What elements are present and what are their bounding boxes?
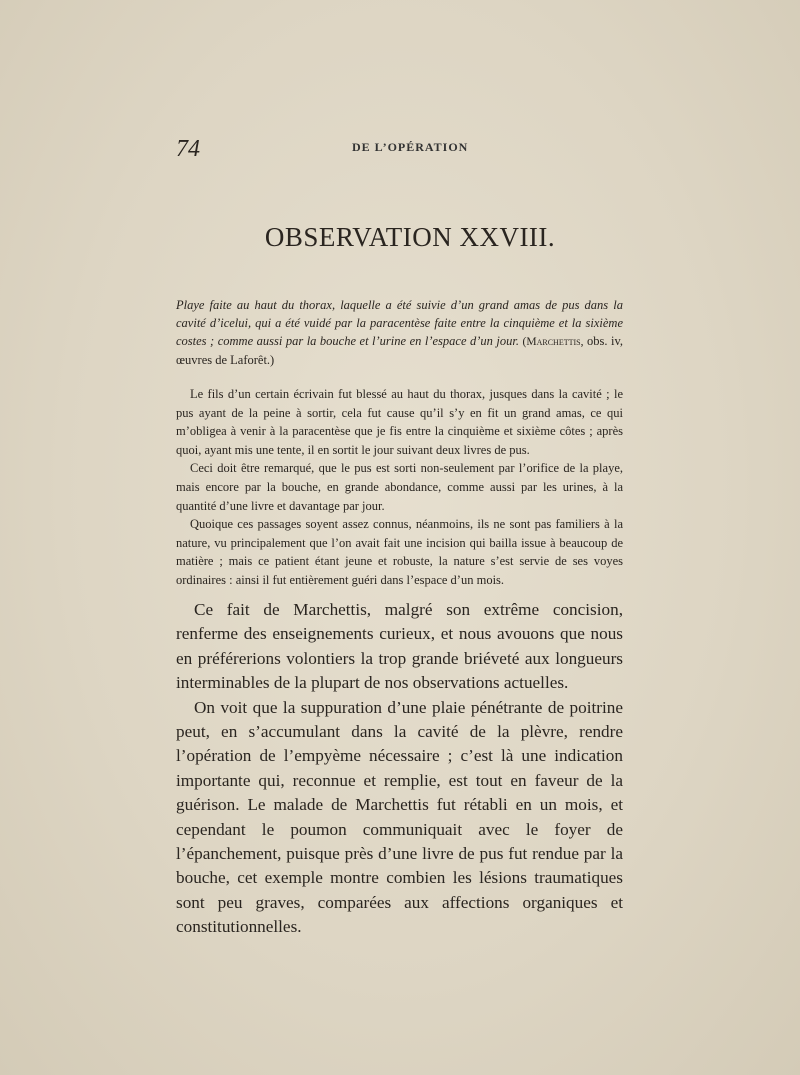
case-paragraph: Le fils d’un certain écrivain fut blessé au haut du thorax, jusques dans la cavité ; le pus ayant de la peine à sortir, cela fut cause qu’il s’y en fit un grand amas, ce qui m’obligea à venir à la paracentèse que je fis entre la cinquième et sixième côtes ; après quoi, ayant mis une tente, il en sortit le jour suivant deux livres de pus. <box>176 387 623 457</box>
abstract-italic-text: Playe faite au haut du thorax, laquelle a été suivie d’un grand amas de pus dans la cavité d’icelui, qui a été vuidé par la paracentèse faite entre la cinquième et la sixième costes ; comme aussi par la bouche et l’urine en l’espace d’un jour. <box>176 298 623 348</box>
commentary-paragraph: On voit que la suppuration d’une plaie pénétrante de poitrine peut, en s’accumulant dans la cavité de la plèvre, rendre l’opération de l’empyème nécessaire ; c’est là une indication importante qui, reconnue et remplie, est tout en faveur de la guérison. Le malade de Marchettis fut rétabli en un mois, et cependant le poumon communiquait avec le foyer de l’épanchement, puisque près d’une livre de pus fut rendue par la bouche, cet exemple montre combien les lésions traumatiques sont peu graves, comparées aux affections organiques et constitutionnelles. <box>176 697 623 937</box>
commentary <box>176 598 623 940</box>
running-head: DE L’OPÉRATION <box>352 140 469 154</box>
page-number: 74 <box>176 136 200 162</box>
commentary-paragraph: Ce fait de Marchettis, malgré son extrême concision, renferme des enseignements curieux, et nous avouons que nous en préférerions volontiers la trop grande briéveté aux longueurs interminables de la plupart de nos observations actuelles. <box>176 600 623 693</box>
case-paragraph: Quoique ces passages soyent assez connus, néanmoins, ils ne sont pas familiers à la nature, vu principalement que l’on avait fait une incision qui bailla issue à beaucoup de matière ; mais ce patient étant jeune et robuste, la nature s’est servie de ses voyes ordinaires : ainsi il fut entièrement guéri dans l’espace d’un mois. <box>176 517 623 587</box>
abstract-source-author: (Marchettis, <box>522 336 584 348</box>
case-report <box>176 385 623 590</box>
observation-abstract <box>176 296 623 369</box>
abstract-source-rest: obs. iv, œuvres de Laforêt.) <box>176 334 624 367</box>
case-paragraph: Ceci doit être remarqué, que le pus est sorti non-seulement par l’orifice de la playe, mais encore par la bouche, en grande abondance, comme aussi par les urines, à la quantité d’une livre et davantage par jour. <box>176 461 623 513</box>
observation-title: OBSERVATION XXVIII. <box>264 222 556 252</box>
